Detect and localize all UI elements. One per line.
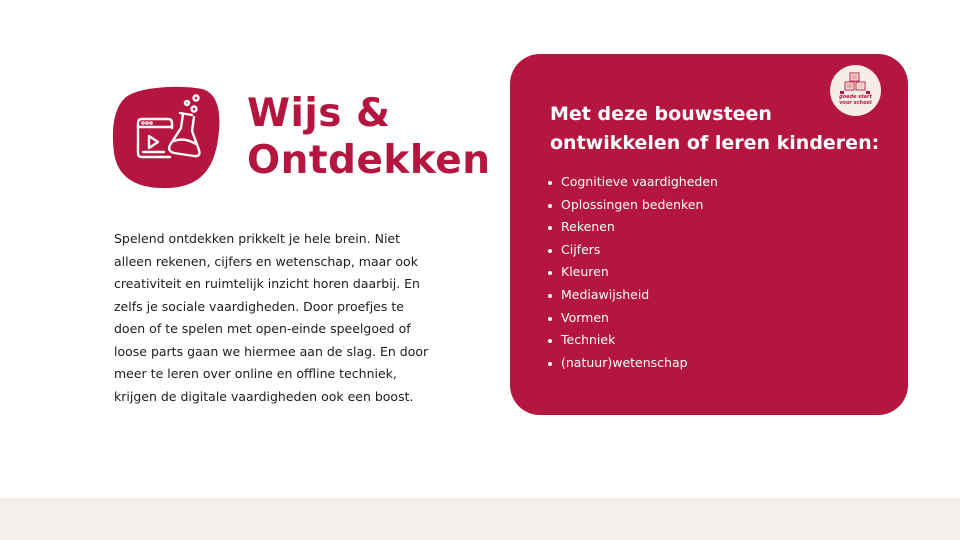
title-line-1: Wijs & <box>247 91 391 136</box>
list-item: Vormen <box>548 307 718 330</box>
list-item: Rekenen <box>548 216 718 239</box>
card-heading-line-1: Met deze bouwsteen <box>550 103 772 125</box>
intro-line: krijgen de digitale vaardigheden ook een boost. <box>114 388 414 404</box>
list-item: Cijfers <box>548 239 718 262</box>
intro-line: Spelend ontdekken prikkelt je hele brein. Niet <box>114 231 401 246</box>
learning-goals-list <box>548 171 718 374</box>
intro-paragraph <box>114 228 434 408</box>
list-item: Oplossingen bedenken <box>548 194 718 217</box>
intro-line: creativiteit en ruimtelijk inzicht horen daarbij. En <box>114 276 420 291</box>
footer-band <box>0 498 960 540</box>
list-item: Kleuren <box>548 261 718 284</box>
intro-line: doen of te spelen met open-einde speelgoed of <box>114 321 411 336</box>
list-item: Mediawijsheid <box>548 284 718 307</box>
card-heading <box>550 100 879 158</box>
intro-line: alleen rekenen, cijfers en wetenschap, maar ook <box>114 253 418 269</box>
intro-line: loose parts gaan we hiermee aan de slag. En door <box>114 343 429 359</box>
title-line-2: Ontdekken <box>247 138 491 183</box>
list-item: Cognitieve vaardigheden <box>548 171 718 194</box>
intro-line: meer te leren over online en offline techniek, <box>114 366 397 381</box>
page-title <box>247 90 490 184</box>
wijs-ontdekken-icon <box>112 83 220 190</box>
card-heading-line-2: ontwikkelen of leren kinderen: <box>550 132 880 154</box>
badge-text-line-1: goede start <box>839 94 872 100</box>
intro-line: zelfs je sociale vaardigheden. Door proefjes te <box>114 298 404 314</box>
learning-goals-card <box>510 54 908 415</box>
list-item: (natuur)wetenschap <box>548 352 718 375</box>
badge-text-line-2: voor school <box>839 100 872 106</box>
list-item: Techniek <box>548 329 718 352</box>
